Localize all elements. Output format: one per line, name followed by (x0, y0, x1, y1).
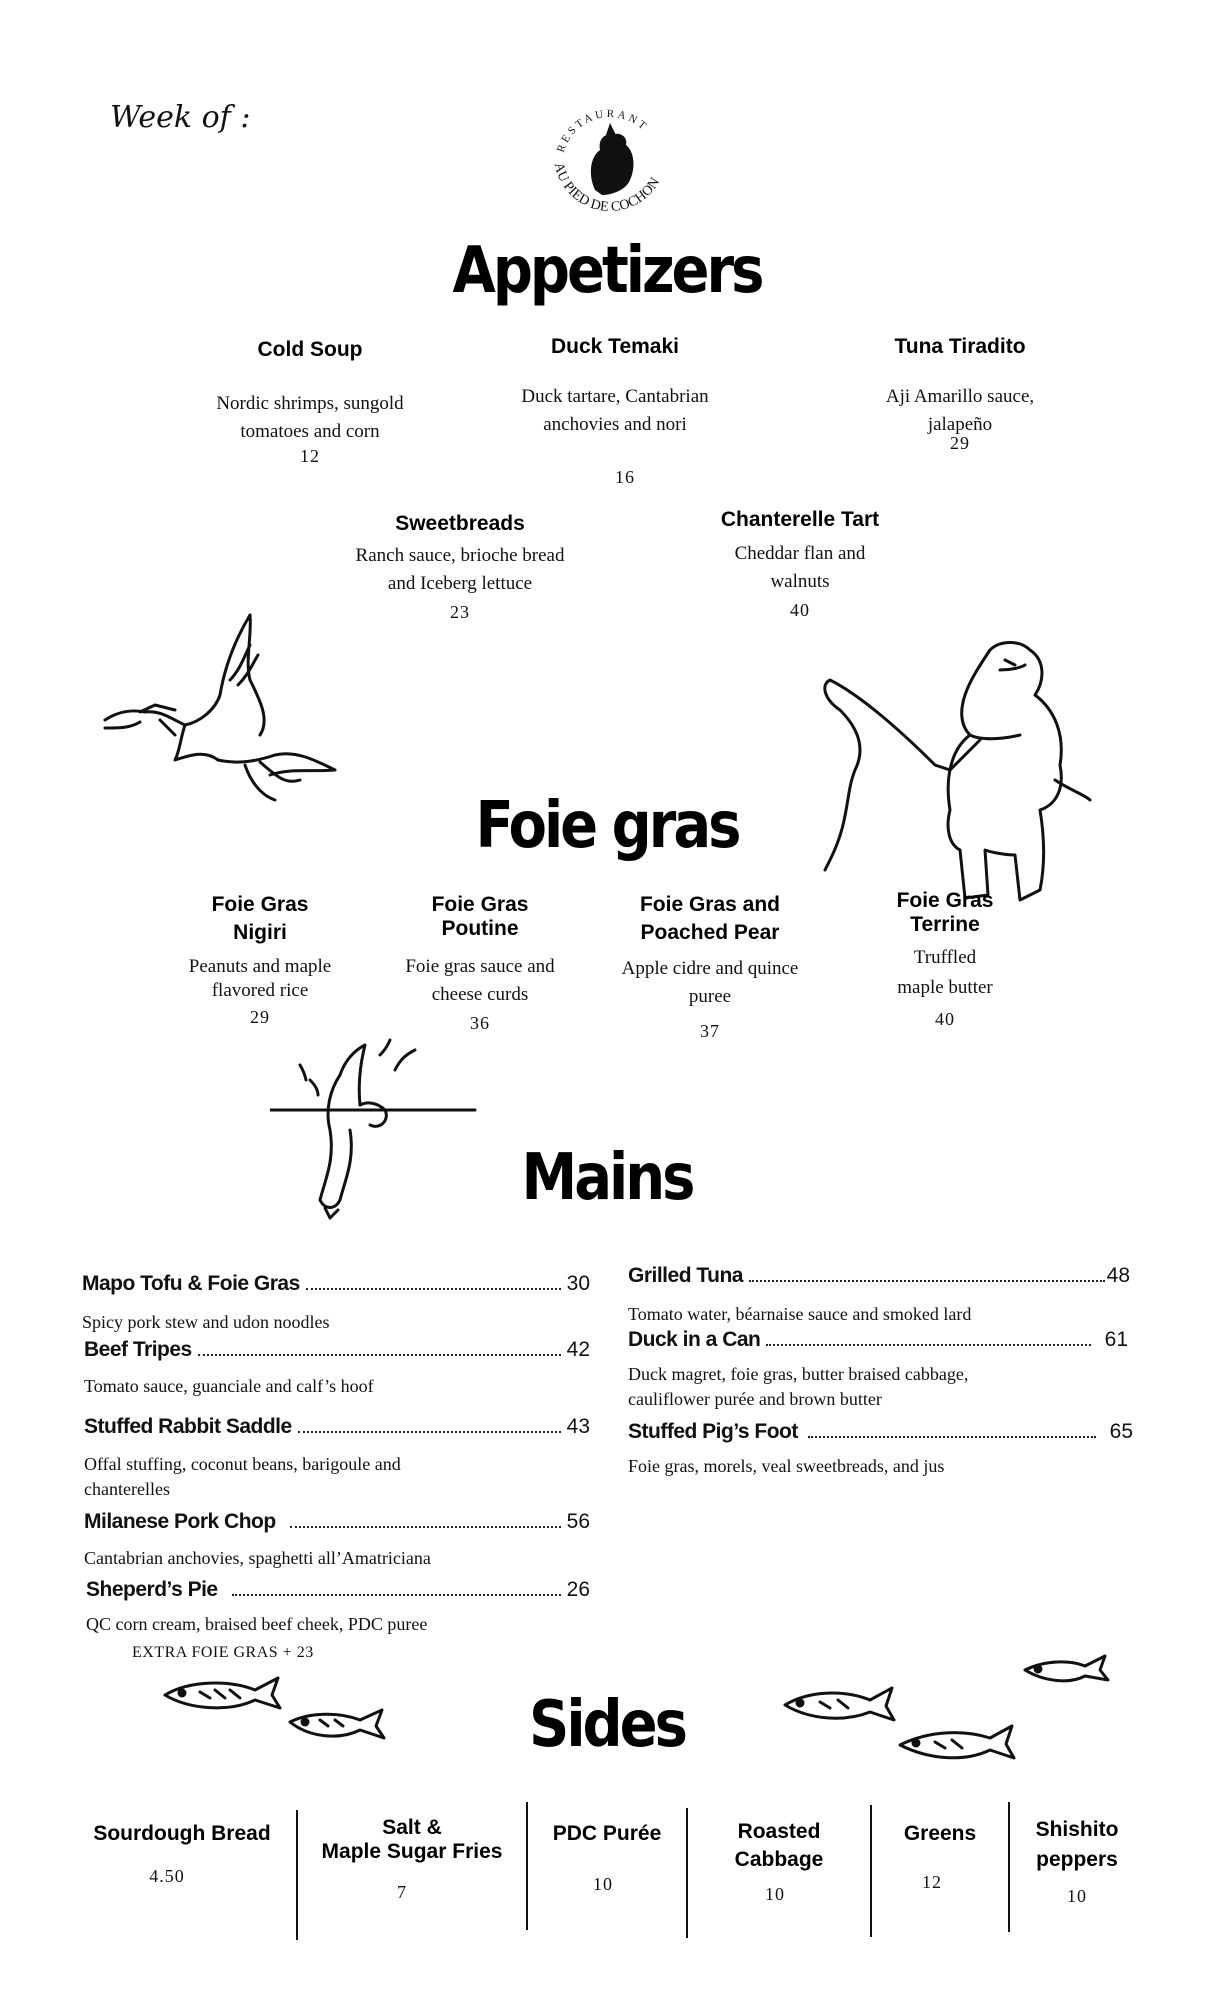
main-shepherds-pie (86, 1578, 590, 1602)
item-price: 12 (300, 446, 320, 466)
appetizers-title: Appetizers (452, 233, 762, 308)
item-price: 23 (450, 602, 470, 622)
side-name-1: Sourdough Bread (93, 1822, 271, 1845)
foie-gras-title: Foie gras (475, 788, 739, 863)
side-price: 7 (397, 1882, 407, 1902)
mains-title: Mains (521, 1140, 693, 1215)
main-grilled-tuna (628, 1264, 1130, 1288)
appetizer-sweetbreads (315, 512, 605, 623)
item-desc-1: Peanuts and maple (188, 956, 332, 977)
main-desc-1: Offal stuffing, coconut beans, barigoule and (84, 1454, 401, 1474)
main-name: Stuffed Pig’s Foot (628, 1420, 798, 1443)
side-maple-sugar-fries (300, 1816, 524, 1903)
item-desc-2: tomatoes and corn (240, 421, 380, 442)
logo-bottom-text: AU PIED DE COCHON (550, 161, 664, 216)
extra-foie-gras-note: EXTRA FOIE GRAS + 23 (132, 1644, 314, 1661)
main-stuffed-rabbit (84, 1415, 590, 1439)
item-name-1: Foie Gras (896, 889, 994, 912)
main-name: Milanese Pork Chop (84, 1510, 276, 1533)
restaurant-logo (540, 95, 680, 225)
side-name-1: PDC Purée (552, 1822, 662, 1845)
fishing-pig-illustration (820, 640, 1130, 910)
item-desc-1: Nordic shrimps, sungold (216, 393, 404, 414)
item-desc-2: maple butter (897, 977, 993, 998)
main-price: 26 (566, 1578, 590, 1601)
item-name: Duck Temaki (551, 335, 679, 358)
appetizer-duck-temaki (460, 335, 770, 488)
item-desc-1: Cheddar flan and (734, 543, 866, 564)
main-desc (84, 1452, 401, 1502)
main-desc-2: cauliflower purée and brown butter (628, 1389, 882, 1409)
side-name-2: Cabbage (734, 1848, 824, 1871)
item-name: Chanterelle Tart (720, 508, 880, 531)
item-price: 40 (935, 1009, 955, 1029)
item-desc-2: and Iceberg lettuce (387, 573, 533, 594)
item-desc-2: walnuts (770, 571, 830, 592)
main-beef-tripes (84, 1338, 590, 1362)
main-name: Sheperd’s Pie (86, 1578, 218, 1601)
main-price: 30 (566, 1272, 590, 1295)
main-price: 42 (566, 1338, 590, 1361)
item-name-2: Terrine (910, 913, 980, 936)
main-name: Duck in a Can (628, 1328, 761, 1351)
item-desc-1: Truffled (913, 947, 977, 968)
item-desc-2: flavored rice (211, 980, 309, 1001)
item-name: Sweetbreads (395, 512, 525, 535)
side-name-1: Shishito (1035, 1818, 1119, 1841)
main-desc-1: Duck magret, foie gras, butter braised cabbage, (628, 1364, 969, 1384)
foie-gras-poached-pear (595, 893, 825, 1042)
item-name-2: Nigiri (233, 921, 287, 944)
foie-gras-terrine (850, 889, 1040, 1030)
sides-title: Sides (529, 1687, 685, 1762)
item-price: 37 (700, 1021, 720, 1041)
main-mapo-tofu (82, 1272, 590, 1296)
sides-divider (870, 1805, 872, 1937)
main-price: 56 (566, 1510, 590, 1533)
sides-divider (686, 1808, 688, 1938)
item-name: Cold Soup (257, 338, 363, 361)
main-price: 61 (1104, 1328, 1128, 1351)
item-desc-2: anchovies and nori (543, 414, 687, 435)
sides-divider (1008, 1802, 1010, 1932)
side-pdc-puree (530, 1822, 684, 1895)
appetizer-tuna-tiradito (820, 335, 1100, 454)
side-name-1: Salt & (382, 1816, 442, 1839)
side-price: 12 (922, 1872, 942, 1892)
main-desc: Foie gras, morels, veal sweetbreads, and jus (628, 1456, 945, 1476)
main-desc: QC corn cream, braised beef cheek, PDC puree (86, 1614, 428, 1634)
item-desc-1: Foie gras sauce and (405, 956, 555, 977)
side-name-1: Roasted (737, 1820, 821, 1843)
side-price: 10 (593, 1874, 613, 1894)
item-price: 29 (250, 1007, 270, 1027)
side-greens (874, 1822, 1006, 1893)
main-desc: Tomato sauce, guanciale and calf’s hoof (84, 1376, 374, 1396)
main-price: 65 (1109, 1420, 1133, 1443)
appetizer-chanterelle-tart (670, 508, 930, 621)
side-price: 10 (1067, 1886, 1087, 1906)
item-name: Tuna Tiradito (894, 335, 1026, 358)
side-name-2: Maple Sugar Fries (321, 1840, 503, 1863)
item-name-2: Poached Pear (640, 921, 780, 944)
sides-divider (296, 1810, 298, 1940)
item-desc-2: jalapeño (927, 414, 993, 435)
item-price: 36 (470, 1013, 490, 1033)
item-desc-2: puree (688, 986, 732, 1007)
chef-pig-silhouette (591, 123, 634, 195)
main-name: Beef Tripes (84, 1338, 192, 1361)
item-price: 16 (615, 467, 635, 487)
item-desc-1: Aji Amarillo sauce, (885, 386, 1035, 407)
item-price: 40 (790, 600, 810, 620)
item-desc-1: Ranch sauce, brioche bread (355, 545, 565, 566)
main-price: 48 (1106, 1264, 1130, 1287)
item-name-2: Poutine (441, 917, 519, 940)
item-name-1: Foie Gras and (639, 893, 781, 916)
main-desc-2: chanterelles (84, 1479, 170, 1499)
main-desc: Cantabrian anchovies, spaghetti all’Amatriciana (84, 1548, 431, 1568)
main-desc (628, 1362, 968, 1412)
side-name-2: peppers (1036, 1848, 1118, 1871)
main-desc: Spicy pork stew and udon noodles (82, 1312, 330, 1332)
foie-gras-nigiri (150, 893, 370, 1028)
side-shishito-peppers (1012, 1818, 1142, 1907)
side-name-1: Greens (903, 1822, 977, 1845)
main-duck-in-a-can (628, 1328, 1128, 1352)
week-of-label: Week of : (110, 100, 251, 135)
side-roasted-cabbage (690, 1820, 868, 1905)
item-name-1: Foie Gras (211, 893, 309, 916)
foie-gras-poutine (375, 893, 585, 1034)
sides-divider (526, 1802, 528, 1930)
side-sourdough-bread (72, 1822, 292, 1887)
item-name-1: Foie Gras (431, 893, 529, 916)
item-desc-2: cheese curds (431, 984, 529, 1005)
main-desc: Tomato water, béarnaise sauce and smoked lard (628, 1304, 972, 1324)
logo-top-text: RESTAURANT (554, 107, 651, 155)
main-name: Mapo Tofu & Foie Gras (82, 1272, 300, 1295)
item-desc-1: Duck tartare, Cantabrian (521, 386, 709, 407)
side-price: 10 (765, 1884, 785, 1904)
flying-goose-illustration (100, 610, 350, 810)
main-stuffed-pigs-foot (628, 1420, 1133, 1444)
main-name: Grilled Tuna (628, 1264, 743, 1287)
main-price: 43 (566, 1415, 590, 1438)
side-price: 4.50 (149, 1866, 185, 1886)
appetizer-cold-soup (160, 338, 460, 467)
main-name: Stuffed Rabbit Saddle (84, 1415, 292, 1438)
item-desc-1: Apple cidre and quince (621, 958, 799, 979)
main-milanese-pork-chop (84, 1510, 590, 1534)
item-price: 29 (950, 433, 970, 453)
